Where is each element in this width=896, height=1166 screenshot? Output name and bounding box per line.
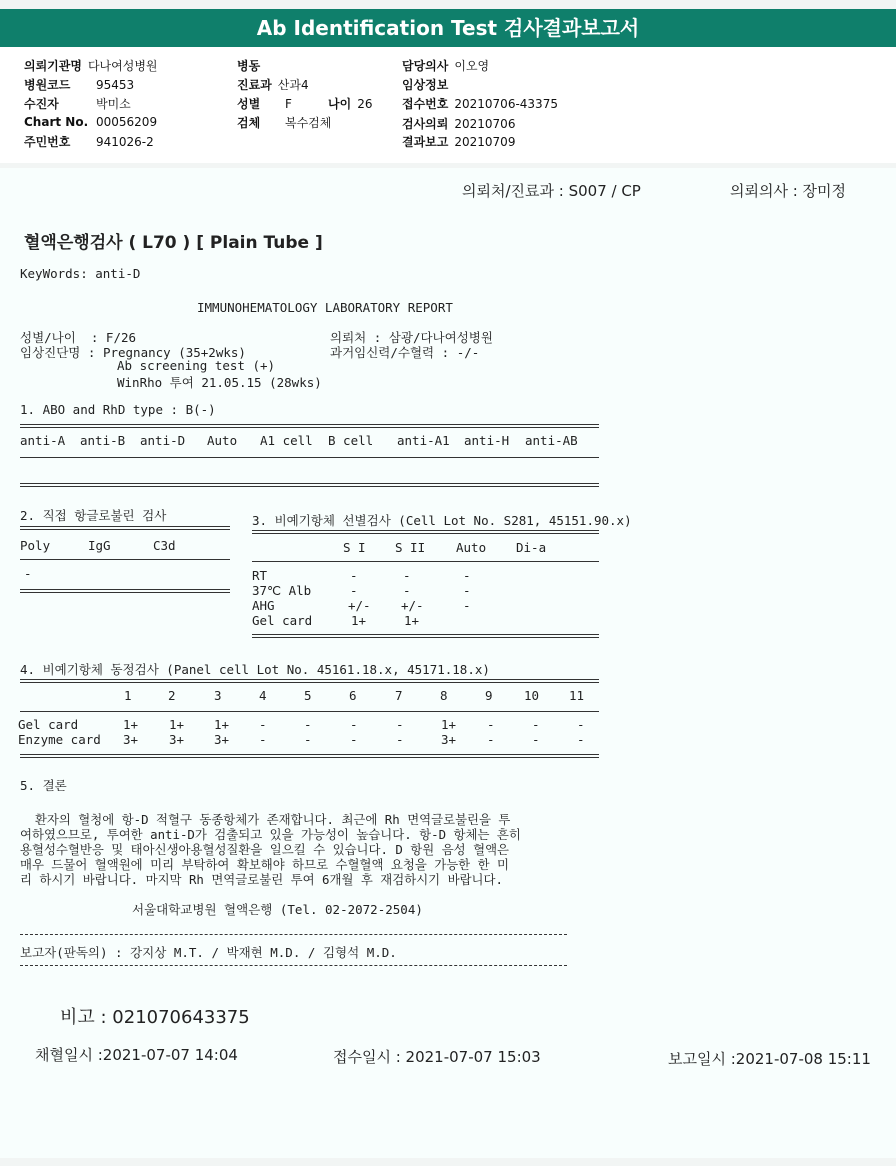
panel-cell: - — [487, 717, 495, 732]
panel-row-label: Gel card — [18, 717, 79, 732]
screen-cell-s1: - — [350, 583, 358, 598]
age-label: 나이 — [328, 97, 352, 111]
section2-rule-top — [20, 526, 230, 530]
request-date-field — [402, 115, 515, 132]
report-body — [0, 168, 896, 1158]
requester-dept: 의뢰처/진료과 : S007 / CP — [462, 182, 641, 200]
screen-row-ahg — [252, 598, 599, 614]
resident-no-field — [24, 133, 154, 150]
section5-title: 5. 결론 — [20, 778, 67, 793]
abo-header-anti-d: anti-D — [140, 433, 186, 448]
section2-rule-mid — [20, 559, 230, 560]
patient-header — [0, 47, 896, 163]
sex-value: F — [285, 97, 292, 111]
chart-no-value: 00056209 — [96, 115, 158, 129]
screen-cell-auto: - — [463, 568, 471, 583]
panel-cell: 1+ — [123, 717, 139, 732]
panel-cell: - — [532, 717, 540, 732]
conclusion-line-5: 리 하시기 바랍니다. 마지막 Rh 면역글로불린 투여 6개월 후 재검하시기 바랍니다. — [20, 872, 503, 887]
patient-label: 수진자 — [24, 97, 59, 111]
history-line: 과거임신력/수혈력 : -/- — [330, 345, 480, 360]
panel-header-6: 6 — [349, 688, 357, 703]
reception-no-label: 접수번호 — [402, 97, 449, 111]
screen-header-dia: Di-a — [516, 540, 547, 555]
panel-cell: 1+ — [214, 717, 230, 732]
screen-row-label: Gel card — [252, 613, 313, 628]
panel-header-1: 1 — [124, 688, 132, 703]
section2-rule-bottom — [20, 589, 230, 593]
panel-header-5: 5 — [304, 688, 312, 703]
panel-header-row — [20, 688, 600, 704]
dept-field — [237, 76, 309, 93]
screen-header-row — [252, 540, 599, 556]
dept-value: 산과4 — [277, 78, 309, 92]
screen-cell-s1: 1+ — [351, 613, 367, 628]
conclusion-line-2: 여하였으므로, 투여한 anti-D가 검출되고 있을 가능성이 높습니다. 항-D 항체는 흔히 — [20, 827, 521, 842]
section1-title: 1. ABO and RhD type : B(-) — [20, 402, 216, 417]
panel-header-4: 4 — [259, 688, 267, 703]
reported-time: 보고일시 :2021-07-08 15:11 — [668, 1050, 871, 1068]
request-date-label: 검사의뢰 — [402, 117, 449, 131]
age-value: 26 — [357, 97, 373, 111]
hospital-code-field — [24, 76, 134, 93]
reception-no-field — [402, 95, 558, 112]
doctor-field — [402, 57, 489, 74]
panel-header-7: 7 — [395, 688, 403, 703]
clinical-label: 임상정보 — [402, 78, 449, 92]
dat-header-poly: Poly — [20, 538, 51, 553]
section3-title: 3. 비예기항체 선별검사 (Cell Lot No. S281, 45151.90.x) — [252, 513, 632, 528]
chart-no-label: Chart No. — [24, 115, 89, 129]
collected-time: 채혈일시 :2021-07-07 14:04 — [35, 1046, 238, 1064]
abo-header-anti-a1: anti-A1 — [397, 433, 450, 448]
panel-cell: - — [304, 732, 312, 747]
panel-header-11: 11 — [569, 688, 585, 703]
panel-cell: - — [487, 732, 495, 747]
panel-row-gel — [18, 717, 600, 733]
request-date-value: 20210706 — [454, 117, 516, 131]
screen-cell-s2: 1+ — [404, 613, 420, 628]
panel-header-3: 3 — [214, 688, 222, 703]
screen-header-s2: S II — [395, 540, 426, 555]
ward-label: 병동 — [237, 59, 261, 73]
panel-cell: 3+ — [441, 732, 457, 747]
referral-line: 의뢰처 : 삼광/다나여성병원 — [330, 330, 493, 345]
exam-heading: 혈액은행검사 ( L70 ) [ Plain Tube ] — [24, 233, 323, 253]
reception-no-value: 20210706-43375 — [454, 97, 558, 111]
section1-rule-bottom — [20, 483, 599, 487]
sex-label: 성별 — [237, 97, 261, 111]
screen-row-gel — [252, 613, 599, 629]
panel-cell: - — [350, 717, 358, 732]
screen-cell-s2: - — [403, 568, 411, 583]
panel-row-enzyme — [18, 732, 600, 748]
patient-field — [24, 95, 131, 112]
conclusion-line-1: 환자의 혈청에 항-D 적혈구 동종항체가 존재합니다. 최근에 Rh 면역글로불린을 투 — [20, 812, 511, 827]
screen-cell-auto: - — [463, 583, 471, 598]
panel-cell: 1+ — [169, 717, 185, 732]
section3-rule-top — [252, 530, 599, 534]
section2-title: 2. 직접 항글로불린 검사 — [20, 508, 167, 523]
remark-line: 비고 : 021070643375 — [60, 1007, 250, 1028]
section3-rule-mid — [252, 561, 599, 562]
hospital-field — [24, 57, 158, 74]
abo-header-anti-b: anti-B — [80, 433, 126, 448]
report-date-value: 20210709 — [454, 135, 516, 149]
screen-header-s1: S I — [343, 540, 366, 555]
received-time: 접수일시 : 2021-07-07 15:03 — [333, 1048, 541, 1066]
panel-header-10: 10 — [524, 688, 540, 703]
dat-header-row — [20, 538, 230, 554]
reporter-rule-bottom — [20, 965, 567, 966]
screen-row-37c — [252, 583, 599, 599]
screen-cell-auto: - — [463, 598, 471, 613]
panel-cell: - — [259, 717, 267, 732]
panel-cell: - — [304, 717, 312, 732]
report-title: Ab Identification Test 검사결과보고서 — [0, 9, 896, 47]
panel-cell: 3+ — [169, 732, 185, 747]
screen-cell-s1: - — [350, 568, 358, 583]
diagnosis-line-3: WinRho 투여 21.05.15 (28wks) — [117, 375, 322, 390]
section1-rule-mid — [20, 457, 599, 458]
abo-header-row — [20, 433, 600, 449]
panel-cell: - — [396, 717, 404, 732]
hospital-code-label: 병원코드 — [24, 78, 71, 92]
section4-title: 4. 비예기항체 동정검사 (Panel cell Lot No. 45161.18.x, 45171.18.x) — [20, 662, 490, 677]
panel-cell: - — [259, 732, 267, 747]
abo-header-anti-h: anti-H — [464, 433, 510, 448]
dept-label: 진료과 — [237, 78, 272, 92]
lab-title: IMMUNOHEMATOLOGY LABORATORY REPORT — [197, 300, 453, 315]
panel-cell: 3+ — [123, 732, 139, 747]
resident-no-label: 주민번호 — [24, 135, 71, 149]
panel-cell: - — [577, 732, 585, 747]
panel-cell: - — [532, 732, 540, 747]
conclusion-line-4: 매우 드물어 혈액원에 미리 부탁하여 확보해야 하므로 수혈혈액 요청을 가능한 한 미 — [20, 857, 510, 872]
ward-field — [237, 57, 266, 74]
diagnosis-line-1: 임상진단명 : Pregnancy (35+2wks) — [20, 345, 246, 360]
age-field — [328, 95, 372, 112]
abo-header-anti-ab: anti-AB — [525, 433, 578, 448]
screen-cell-s2: - — [403, 583, 411, 598]
resident-no-value: 941026-2 — [96, 135, 154, 149]
blood-bank-contact: 서울대학교병원 혈액은행 (Tel. 02-2072-2504) — [132, 902, 423, 917]
hospital-label: 의뢰기관명 — [24, 59, 82, 73]
sex-age-line: 성별/나이 : F/26 — [20, 330, 137, 345]
section4-rule-top — [20, 679, 599, 683]
section3-rule-bottom — [252, 634, 599, 638]
requester-doctor: 의뢰의사 : 장미정 — [730, 182, 847, 200]
screen-cell-s2: +/- — [401, 598, 424, 613]
report-date-field — [402, 133, 515, 150]
specimen-label: 검체 — [237, 116, 261, 130]
reporters-line: 보고자(판독의) : 강지상 M.T. / 박재현 M.D. / 김형석 M.D. — [20, 945, 397, 960]
abo-header-anti-a: anti-A — [20, 433, 66, 448]
screen-header-auto: Auto — [456, 540, 487, 555]
panel-cell: - — [396, 732, 404, 747]
hospital-code-value: 95453 — [96, 78, 135, 92]
panel-header-2: 2 — [168, 688, 176, 703]
specimen-value: 복수검체 — [285, 116, 332, 130]
panel-cell: - — [350, 732, 358, 747]
conclusion-line-3: 용혈성수혈반응 및 태아신생아용혈성질환을 일으킬 수 있습니다. D 항원 음성 혈액은 — [20, 842, 510, 857]
section4-rule-mid — [20, 711, 599, 712]
clinical-field — [402, 76, 454, 93]
screen-cell-s1: +/- — [348, 598, 371, 613]
diagnosis-line-2: Ab screening test (+) — [117, 358, 276, 373]
doctor-value: 이오영 — [454, 59, 490, 73]
specimen-field — [237, 114, 331, 131]
report-date-label: 결과보고 — [402, 135, 449, 149]
chart-no-field — [24, 115, 157, 129]
screen-row-label: 37℃ Alb — [252, 583, 312, 598]
section4-rule-bottom — [20, 754, 599, 758]
panel-cell: 1+ — [441, 717, 457, 732]
screen-row-label: RT — [252, 568, 268, 583]
section1-rule-top — [20, 424, 599, 428]
abo-header-a1-cell: A1 cell — [260, 433, 313, 448]
panel-header-8: 8 — [440, 688, 448, 703]
dat-header-c3d: C3d — [153, 538, 176, 553]
panel-row-label: Enzyme card — [18, 732, 101, 747]
doctor-label: 담당의사 — [402, 59, 449, 73]
abo-header-b-cell: B cell — [328, 433, 374, 448]
screen-row-label: AHG — [252, 598, 275, 613]
dat-value-row — [20, 566, 230, 582]
sex-field — [237, 95, 292, 112]
dat-value-poly: - — [24, 566, 32, 581]
panel-header-9: 9 — [485, 688, 493, 703]
abo-header-auto: Auto — [207, 433, 238, 448]
dat-header-igg: IgG — [88, 538, 111, 553]
reporter-rule-top — [20, 934, 567, 935]
patient-value: 박미소 — [96, 97, 131, 111]
screen-row-rt — [252, 568, 599, 584]
hospital-value: 다나여성병원 — [87, 59, 158, 73]
panel-cell: 3+ — [214, 732, 230, 747]
keywords: KeyWords: anti-D — [20, 266, 141, 281]
panel-cell: - — [577, 717, 585, 732]
